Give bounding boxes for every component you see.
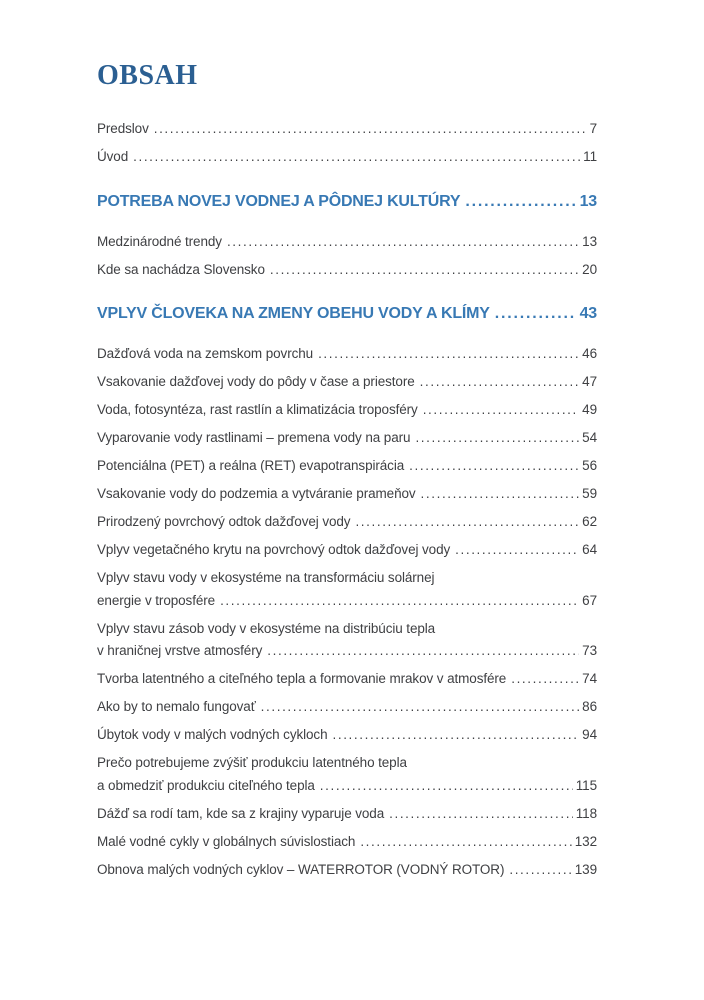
page-number: 11	[583, 149, 597, 164]
toc-entry-row	[97, 752, 597, 775]
dot-leader	[318, 343, 579, 366]
page-number: 132	[574, 833, 597, 849]
page-number: 54	[582, 430, 597, 445]
toc-entry-twoline	[97, 752, 597, 797]
toc-entry-row	[97, 567, 597, 590]
toc-entry-label: a obmedziť produkciu citeľného tepla	[97, 777, 315, 793]
toc-heading-label: VPLYV ČLOVEKA NA ZMENY OBEHU VODY A KLÍMY	[97, 305, 490, 322]
toc-entry-label: Vplyv stavu zásob vody v ekosystéme na distribúciu tepla	[97, 620, 436, 636]
dot-leader	[267, 640, 579, 663]
toc-entry-row	[97, 483, 597, 506]
toc-entry-label: energie v troposfére	[97, 592, 216, 608]
toc-entry-label: Vsakovanie dažďovej vody do pôdy v čase a priestore	[97, 374, 415, 389]
dot-leader	[509, 859, 571, 882]
toc-entry-row	[97, 455, 597, 478]
page-number: 67	[582, 592, 597, 608]
toc-entry	[97, 399, 597, 422]
toc-entry-label: v hraničnej vrstve atmosféry	[97, 643, 263, 658]
dot-leader	[261, 696, 580, 719]
page-number: 115	[575, 777, 597, 793]
toc-entry-label: Medzinárodné trendy	[97, 233, 222, 249]
toc-list	[97, 118, 597, 881]
toc-entry-row	[97, 803, 597, 826]
toc-entry-label: Prirodzený povrchový odtok dažďovej vody	[97, 514, 351, 529]
toc-entry-label: Voda, fotosyntéza, rast rastlín a klimatizácia troposféry	[97, 402, 418, 417]
toc-entry-row	[97, 724, 597, 747]
toc-entry	[97, 511, 597, 534]
toc-entry-label: Malé vodné cykly v globálnych súvislostiach	[97, 833, 356, 849]
toc-entry-row	[97, 399, 597, 422]
page-number: 46	[582, 346, 597, 361]
toc-entry-row	[97, 859, 597, 882]
dot-leader	[320, 775, 573, 798]
page-number: 49	[582, 402, 597, 417]
dot-leader	[355, 511, 579, 534]
toc-entry-label: Prečo potrebujeme zvýšiť produkciu latentného tepla	[97, 755, 407, 770]
toc-entry-row	[97, 259, 597, 282]
page-number: 59	[582, 486, 597, 501]
toc-entry-label: Tvorba latentného a citeľného tepla a formovanie mrakov v atmosfére	[97, 671, 507, 686]
toc-entry-row	[97, 696, 597, 719]
toc-entry	[97, 803, 597, 826]
toc-entry-row	[97, 668, 597, 691]
toc-heading-row	[97, 301, 597, 327]
toc-entry	[97, 427, 597, 450]
toc-entry-label: Úbytok vody v malých vodných cykloch	[97, 727, 328, 742]
page-number: 56	[582, 458, 597, 473]
toc-entry-label: Dažďová voda na zemskom povrchu	[97, 346, 314, 361]
dot-leader	[420, 371, 580, 394]
toc-entry-twoline	[97, 567, 597, 612]
toc-entry-row	[97, 775, 597, 798]
toc-entry-row	[97, 831, 597, 854]
toc-section-heading	[97, 189, 597, 215]
toc-entry	[97, 259, 597, 282]
toc-entry-label: Kde sa nachádza Slovensko	[97, 261, 265, 277]
dot-leader	[495, 301, 577, 327]
page-number: 73	[582, 643, 597, 658]
dot-leader	[270, 259, 579, 282]
toc-entry	[97, 343, 597, 366]
page-number: 13	[582, 233, 597, 249]
dot-leader	[227, 231, 579, 254]
toc-entry-row	[97, 511, 597, 534]
dot-leader	[360, 831, 571, 854]
toc-entry-row	[97, 146, 597, 169]
toc-section-heading	[97, 301, 597, 327]
toc-entry-row	[97, 539, 597, 562]
dot-leader	[421, 483, 580, 506]
toc-entry-label: Vplyv stavu vody v ekosystéme na transformáciu solárnej	[97, 570, 435, 585]
toc-entry	[97, 668, 597, 691]
toc-entry-label: Ako by to nemalo fungovať	[97, 699, 256, 714]
dot-leader	[511, 668, 579, 691]
toc-entry	[97, 146, 597, 169]
toc-entry-row	[97, 640, 597, 663]
dot-leader	[423, 399, 579, 422]
toc-entry-twoline	[97, 618, 597, 663]
page-number: 20	[582, 261, 597, 277]
dot-leader	[333, 724, 580, 747]
toc-heading-label: POTREBA NOVEJ VODNEJ A PÔDNEJ KULTÚRY	[97, 192, 461, 210]
page-number: 86	[582, 699, 597, 714]
toc-entry	[97, 118, 597, 141]
toc-entry	[97, 539, 597, 562]
toc-entry	[97, 696, 597, 719]
toc-entry-label: Predslov	[97, 121, 149, 136]
toc-entry	[97, 859, 597, 882]
page-number: 47	[582, 374, 597, 389]
page-number: 74	[582, 671, 597, 686]
page-number: 64	[582, 542, 597, 557]
page-title: OBSAH	[97, 60, 198, 91]
dot-leader	[465, 189, 576, 215]
toc-entry	[97, 724, 597, 747]
toc-content	[97, 60, 597, 887]
dot-leader	[389, 803, 573, 826]
toc-entry-label: Potenciálna (PET) a reálna (RET) evapotranspirácia	[97, 458, 405, 473]
toc-entry	[97, 231, 597, 254]
toc-entry-label: Vplyv vegetačného krytu na povrchový odtok dažďovej vody	[97, 542, 451, 557]
toc-entry-label: Dážď sa rodí tam, kde sa z krajiny vyparuje voda	[97, 805, 385, 821]
toc-entry-row	[97, 343, 597, 366]
toc-entry	[97, 831, 597, 854]
toc-heading-row	[97, 189, 597, 215]
toc-entry-row	[97, 618, 597, 641]
dot-leader	[415, 427, 579, 450]
dot-leader	[455, 539, 579, 562]
page-number: 62	[582, 514, 597, 529]
page-number: 118	[575, 805, 597, 821]
toc-entry-row	[97, 371, 597, 394]
toc-entry-label: Úvod	[97, 149, 129, 164]
page-number: 13	[579, 192, 597, 210]
page-number: 7	[589, 121, 597, 136]
toc-entry-row	[97, 427, 597, 450]
toc-entry-row	[97, 590, 597, 613]
toc-entry-label: Vsakovanie vody do podzemia a vytváranie prameňov	[97, 486, 416, 501]
dot-leader	[409, 455, 579, 478]
toc-entry	[97, 371, 597, 394]
toc-entry-row	[97, 231, 597, 254]
page-number: 43	[579, 305, 597, 322]
dot-leader	[220, 590, 579, 613]
toc-entry-row	[97, 118, 597, 141]
page-number: 94	[582, 727, 597, 742]
toc-entry-label: Vyparovanie vody rastlinami – premena vody na paru	[97, 430, 411, 445]
toc-entry-label: Obnova malých vodných cyklov – WATERROTOR (VODNÝ ROTOR)	[97, 861, 505, 877]
dot-leader	[154, 118, 587, 141]
dot-leader	[133, 146, 580, 169]
page-number: 139	[574, 861, 597, 877]
toc-entry	[97, 455, 597, 478]
toc-entry	[97, 483, 597, 506]
